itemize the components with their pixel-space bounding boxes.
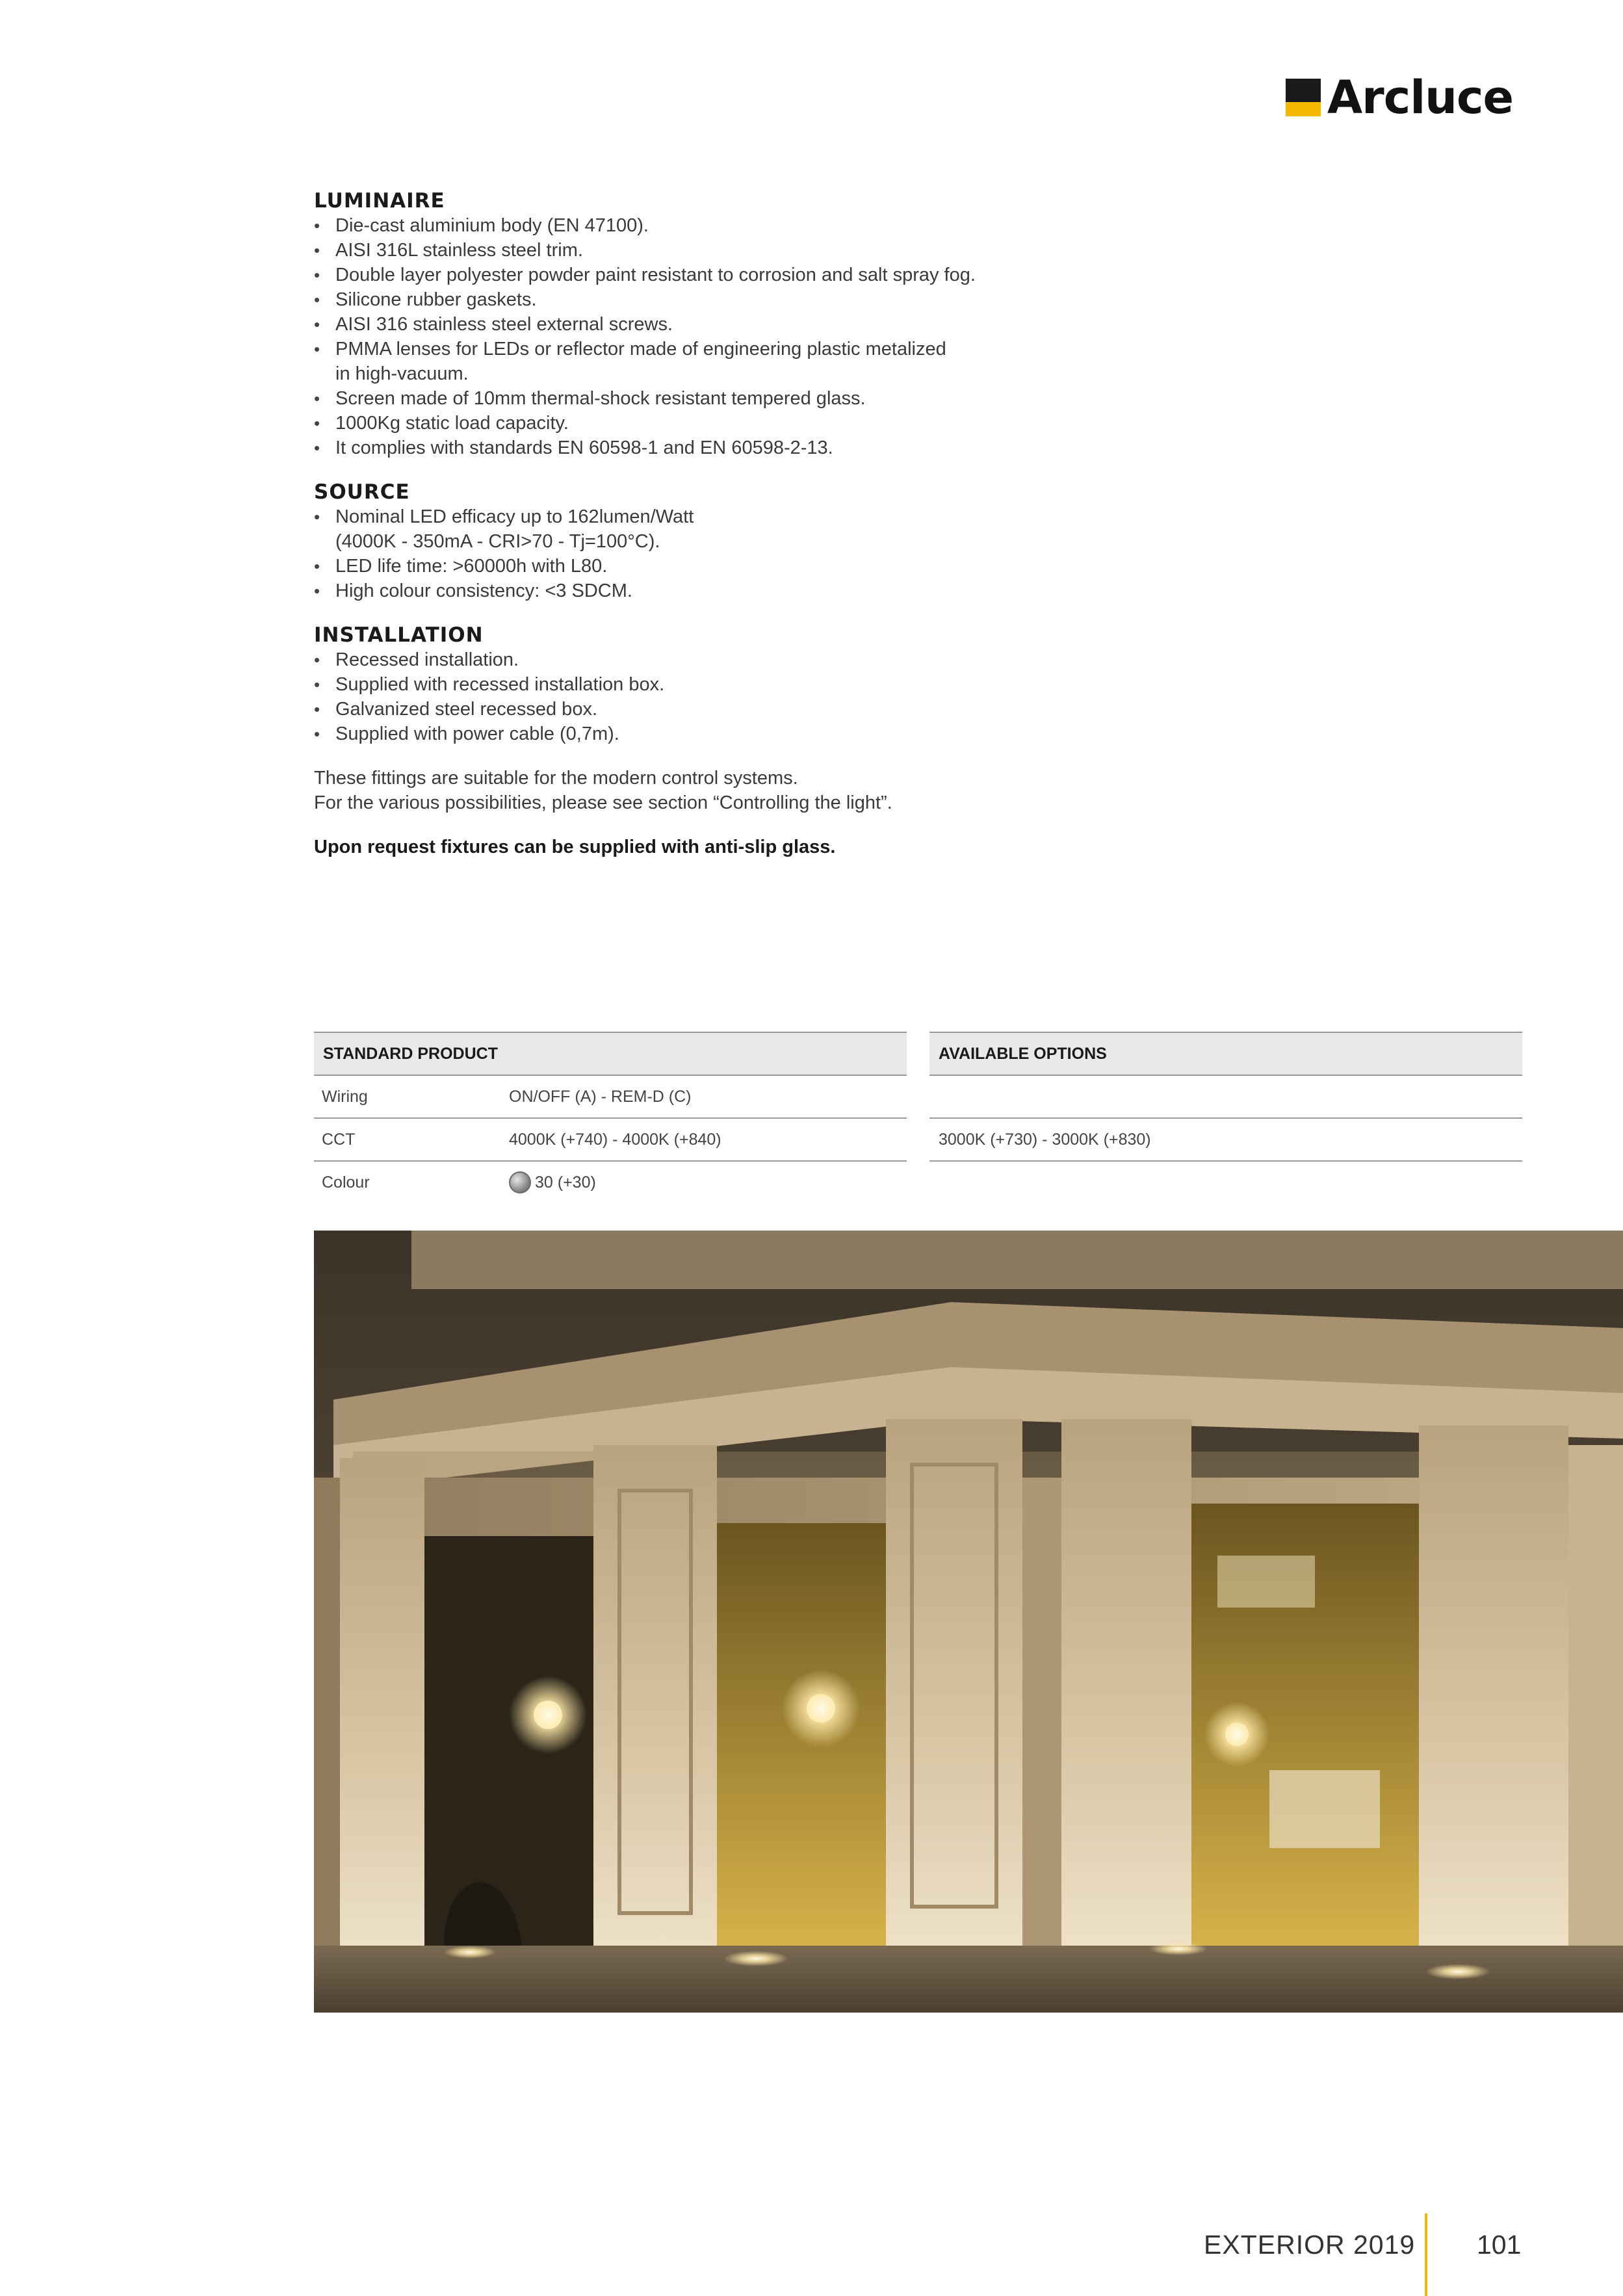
list-item: • Screen made of 10mm thermal-shock resistant tempered glass. — [314, 386, 1419, 411]
list-item: • AISI 316L stainless steel trim. — [314, 238, 1419, 263]
row-value: 3000K (+730) - 3000K (+830) — [939, 1130, 1151, 1149]
section-luminaire — [314, 189, 1419, 460]
list-item: • Die-cast aluminium body (EN 47100). — [314, 213, 1419, 238]
colour-swatch-icon — [509, 1171, 531, 1194]
list-item-continuation: (4000K - 350mA - CRI>70 - Tj=100°C). — [335, 531, 660, 552]
list-item: • Recessed installation. — [314, 647, 1419, 672]
list-item: • High colour consistency: <3 SDCM. — [314, 579, 1419, 603]
available-options-table — [929, 1032, 1522, 1162]
control-note-line-1: These fittings are suitable for the modern control systems. — [314, 768, 798, 789]
source-list — [314, 504, 1419, 603]
anti-slip-note: Upon request fixtures can be supplied with anti-slip glass. — [314, 837, 836, 857]
table-row — [929, 1119, 1522, 1162]
row-label: Colour — [322, 1173, 370, 1192]
row-label: CCT — [322, 1130, 356, 1149]
row-value-wrap — [509, 1171, 596, 1194]
row-label: Wiring — [322, 1087, 368, 1106]
control-note-line-2: For the various possibilities, please see section “Controlling the light”. — [314, 792, 892, 813]
footer-catalog-label: EXTERIOR 2019 — [1204, 2230, 1416, 2260]
spec-text — [314, 189, 1419, 859]
section-title-luminaire: LUMINAIRE — [314, 189, 445, 213]
logo-mark-icon — [1286, 79, 1321, 116]
building-illustration — [314, 1231, 1623, 2013]
section-source — [314, 480, 1419, 603]
list-item: • PMMA lenses for LEDs or reflector made of engineering plastic metalized — [314, 337, 1419, 361]
list-item: • Nominal LED efficacy up to 162lumen/Watt — [314, 504, 1419, 529]
list-item: • Galvanized steel recessed box. — [314, 697, 1419, 722]
building-photo — [314, 1231, 1623, 2013]
standard-product-table — [314, 1032, 907, 1203]
list-item: • It complies with standards EN 60598-1 and EN 60598-2-13. — [314, 436, 1419, 460]
installation-list — [314, 647, 1419, 746]
section-installation — [314, 623, 1419, 746]
table-row — [314, 1076, 907, 1119]
luminaire-list — [314, 213, 1419, 460]
section-title-source: SOURCE — [314, 480, 410, 504]
available-options-header: AVAILABLE OPTIONS — [929, 1032, 1522, 1076]
brand-name: Arcluce — [1327, 71, 1513, 124]
row-value: 30 (+30) — [535, 1173, 596, 1192]
list-item: • Supplied with power cable (0,7m). — [314, 722, 1419, 746]
list-item: • Supplied with recessed installation box. — [314, 672, 1419, 697]
table-row — [314, 1119, 907, 1162]
row-value: 4000K (+740) - 4000K (+840) — [509, 1130, 721, 1149]
list-item-continuation: in high-vacuum. — [335, 363, 469, 384]
brand-logo — [1286, 72, 1513, 124]
table-row — [929, 1076, 1522, 1119]
table-row — [314, 1162, 907, 1203]
list-item: • Double layer polyester powder paint resistant to corrosion and salt spray fog. — [314, 263, 1419, 287]
section-title-installation: INSTALLATION — [314, 623, 484, 647]
control-note — [314, 766, 1419, 815]
page-number: 101 — [1477, 2230, 1522, 2260]
footer-divider — [1425, 2213, 1427, 2296]
row-value: ON/OFF (A) - REM-D (C) — [509, 1087, 692, 1106]
list-item: • AISI 316 stainless steel external screws. — [314, 312, 1419, 337]
list-item: • LED life time: >60000h with L80. — [314, 554, 1419, 579]
standard-product-header: STANDARD PRODUCT — [314, 1032, 907, 1076]
list-item: • Silicone rubber gaskets. — [314, 287, 1419, 312]
list-item: • 1000Kg static load capacity. — [314, 411, 1419, 436]
